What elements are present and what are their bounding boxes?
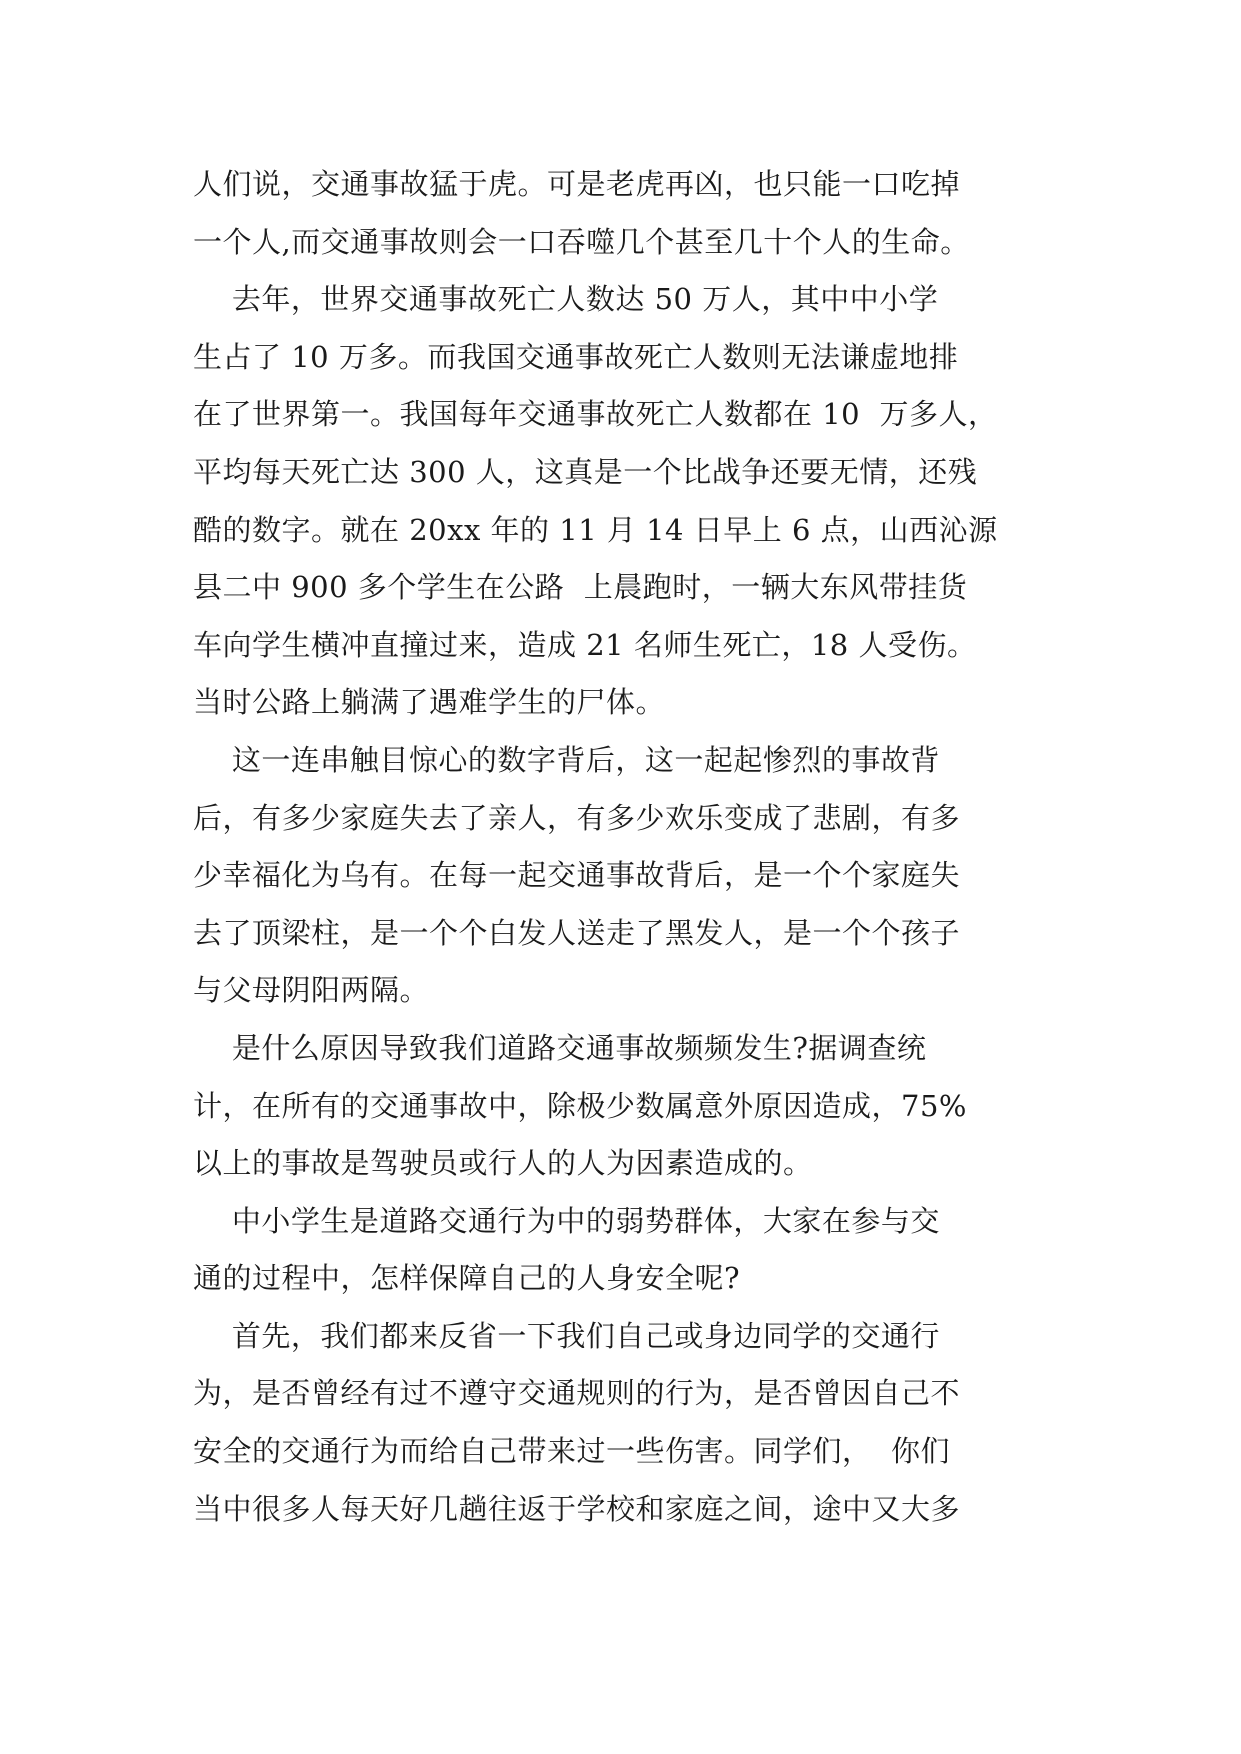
text-line: 以上的事故是驾驶员或行人的人为因素造成的。 xyxy=(193,1146,813,1181)
text-line: 去了顶梁柱，是一个个白发人送走了黑发人，是一个个孩子 xyxy=(193,915,961,950)
text-line: 当时公路上躺满了遇难学生的尸体。 xyxy=(193,685,666,720)
text-line: 安全的交通行为而给自己带来过一些伤害。同学们， 你们 xyxy=(193,1434,950,1469)
text-line: 平均每天死亡达 300 人，这真是一个比战争还要无情，还残 xyxy=(193,454,978,489)
text-line: 计，在所有的交通事故中，除极少数属意外原因造成，75% xyxy=(193,1088,967,1123)
text-line: 去年，世界交通事故死亡人数达 50 万人，其中中小学 xyxy=(193,282,939,317)
text-line: 与父母阴阳两隔。 xyxy=(193,973,430,1008)
text-line: 酷的数字。就在 20xx 年的 11 月 14 日早上 6 点，山西沁源 xyxy=(193,512,998,547)
text-line: 县二中 900 多个学生在公路 上晨跑时，一辆大东风带挂货 xyxy=(193,570,968,605)
text-line: 生占了 10 万多。而我国交通事故死亡人数则无法谦虚地排 xyxy=(193,339,959,374)
text-line: 后，有多少家庭失去了亲人，有多少欢乐变成了悲剧，有多 xyxy=(193,800,961,835)
text-line: 首先，我们都来反省一下我们自己或身边同学的交通行 xyxy=(193,1318,940,1353)
text-line: 当中很多人每天好几趟往返于学校和家庭之间，途中又大多 xyxy=(193,1491,961,1526)
text-line: 车向学生横冲直撞过来，造成 21 名师生死亡，18 人受伤。 xyxy=(193,627,977,662)
text-line: 中小学生是道路交通行为中的弱势群体，大家在参与交 xyxy=(193,1203,940,1238)
text-line: 人们说，交通事故猛于虎。可是老虎再凶，也只能一口吃掉 xyxy=(193,167,961,201)
text-line: 是什么原因导致我们道路交通事故频频发生?据调查统 xyxy=(193,1030,927,1065)
text-line: 为，是否曾经有过不遵守交通规则的行为，是否曾因自己不 xyxy=(193,1376,961,1411)
text-line: 在了世界第一。我国每年交通事故死亡人数都在 10 万多人， xyxy=(193,397,998,432)
text-line: 这一连串触目惊心的数字背后，这一起起惨烈的事故背 xyxy=(193,742,940,777)
text-line: 一个人,而交通事故则会一口吞噬几个甚至几十个人的生命。 xyxy=(193,224,970,259)
body-text xyxy=(193,156,1073,1538)
text-line: 少幸福化为乌有。在每一起交通事故背后，是一个个家庭失 xyxy=(193,858,961,893)
text-line: 通的过程中，怎样保障自己的人身安全呢? xyxy=(193,1261,741,1296)
